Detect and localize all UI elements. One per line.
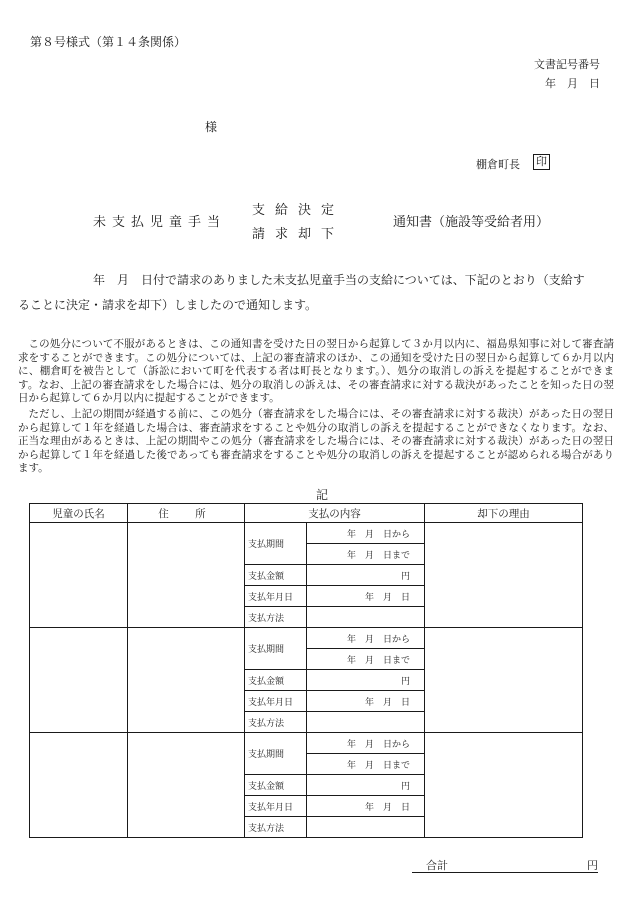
col-rejection-reason: 却下の理由 [425, 504, 583, 523]
title-option-reject: 請求却下 [252, 227, 345, 242]
appeal-notice-1: この処分について不服があるときは、この通知書を受けた日の翌日から起算して３か月以内に、福島県知事に対して審査請求をすることができます。この処分については、上記の審査請求のほか、この通知を受けた日の翌日から起算して６か月以内に、棚倉町を被告として（訴訟において町を代表する者は町長となります。）、処分の取消しの訴えを提起することができます。なお、上記の審査請求をした場合には、処分の取消しの訴えは、その審査請求に対する裁決があったことを知った日の翌日から起算して６か月以内に提起することができます。 [18, 338, 614, 404]
period-to[interactable]: 年 月 日まで [307, 754, 425, 775]
pay-date-value[interactable]: 年 月 日 [307, 796, 425, 817]
sender-title: 棚倉町長 [476, 158, 520, 171]
rejection-reason-cell[interactable] [425, 733, 583, 838]
child-name-cell[interactable] [30, 628, 128, 733]
amount-value[interactable]: 円 [307, 670, 425, 691]
method-value[interactable] [307, 607, 425, 628]
total-line[interactable] [412, 857, 598, 873]
recipient-honorific: 様 [205, 120, 218, 134]
title-suffix: 通知書（施設等受給者用） [393, 215, 550, 230]
period-to[interactable]: 年 月 日まで [307, 649, 425, 670]
address-cell[interactable] [128, 733, 245, 838]
col-payment-content: 支払の内容 [245, 504, 425, 523]
seal-mark [533, 154, 550, 170]
pay-date-label: 支払年月日 [245, 586, 307, 607]
payment-table [29, 503, 583, 838]
ki-heading: 記 [316, 488, 329, 502]
seal-text: 印 [533, 154, 550, 170]
total-unit: 円 [587, 859, 598, 872]
table-row [30, 628, 583, 649]
amount-label: 支払金額 [245, 670, 307, 691]
amount-value[interactable]: 円 [307, 565, 425, 586]
table-header-row [30, 504, 583, 523]
pay-date-label: 支払年月日 [245, 691, 307, 712]
title-option-grant: 支給決定 [252, 203, 345, 218]
pay-date-value[interactable]: 年 月 日 [307, 691, 425, 712]
title-subject: 未支払児童手当 [93, 215, 227, 230]
rejection-reason-cell[interactable] [425, 523, 583, 628]
document-number: 文書記号番号 [534, 58, 600, 71]
method-value[interactable] [307, 712, 425, 733]
period-from[interactable]: 年 月 日から [307, 628, 425, 649]
col-child-name: 児童の氏名 [30, 504, 128, 523]
child-name-cell[interactable] [30, 733, 128, 838]
child-name-cell[interactable] [30, 523, 128, 628]
address-cell[interactable] [128, 523, 245, 628]
form-number: 第８号様式（第１４条関係） [30, 35, 187, 49]
method-label: 支払方法 [245, 607, 307, 628]
table-row [30, 523, 583, 544]
period-label: 支払期間 [245, 628, 307, 670]
appeal-notice-2: ただし、上記の期間が経過する前に、この処分（審査請求をした場合には、その審査請求に対する裁決）があった日の翌日から起算して１年を経過した場合は、審査請求をすることや処分の取消しの訴えを提起することができなくなります。なお、正当な理由があるときは、上記の期間やこの処分（審査請求をした場合には、その審査請求に対する裁決）があった日の翌日から起算して１年を経過した後であっても審査請求をすることや処分の取消しの訴えを提起することが認められる場合があります。 [18, 408, 614, 474]
period-to[interactable]: 年 月 日まで [307, 544, 425, 565]
method-value[interactable] [307, 817, 425, 838]
table-row [30, 733, 583, 754]
intro-line-1: 年 月 日付で請求のありました未支払児童手当の支給については、下記のとおり（支給す [93, 273, 585, 287]
method-label: 支払方法 [245, 712, 307, 733]
amount-label: 支払金額 [245, 775, 307, 796]
period-label: 支払期間 [245, 523, 307, 565]
amount-label: 支払金額 [245, 565, 307, 586]
amount-value[interactable]: 円 [307, 775, 425, 796]
issue-date: 年 月 日 [545, 77, 600, 90]
rejection-reason-cell[interactable] [425, 628, 583, 733]
address-cell[interactable] [128, 628, 245, 733]
total-label: 合計 [426, 859, 448, 872]
period-from[interactable]: 年 月 日から [307, 523, 425, 544]
period-from[interactable]: 年 月 日から [307, 733, 425, 754]
pay-date-label: 支払年月日 [245, 796, 307, 817]
intro-line-2: ることに決定・請求を却下）しましたので通知します。 [18, 298, 318, 312]
period-label: 支払期間 [245, 733, 307, 775]
col-address: 住 所 [128, 504, 245, 523]
pay-date-value[interactable]: 年 月 日 [307, 586, 425, 607]
method-label: 支払方法 [245, 817, 307, 838]
